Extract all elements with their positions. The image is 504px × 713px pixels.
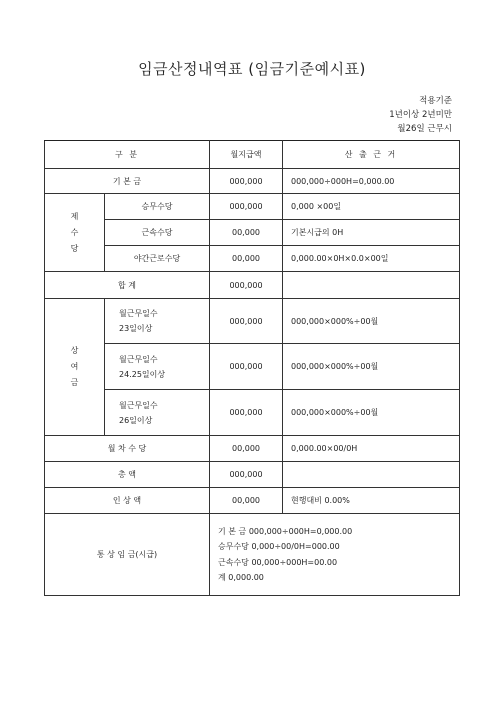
wage-calculation-table: [44, 140, 460, 596]
criteria-heading: 적용기준: [419, 96, 452, 106]
seniority-allowance-basis: 기본시급의 0H: [283, 220, 460, 246]
ordinary-wage-line-driving: 승무수당 0,000÷00/0H=000.00: [218, 542, 340, 551]
table-row: [45, 390, 460, 436]
bonus-26-days-amount: 000,000: [210, 390, 283, 436]
driving-allowance-basis: 0,000 ×00일: [283, 194, 460, 220]
table-row: [45, 488, 460, 514]
row-label-bonus-26-days: 월근무일수 26일이상: [105, 390, 210, 436]
header-monthly-amount: 월지급액: [210, 141, 283, 169]
table-row: [45, 462, 460, 488]
bonus-group-label: 상 여 금: [45, 299, 105, 436]
table-row: [45, 436, 460, 462]
monthly-leave-allowance-basis: 0,000.00×00/0H: [283, 436, 460, 462]
table-row: [45, 169, 460, 194]
raise-basis: 현행대비 0.00%: [283, 488, 460, 514]
row-label-grand-total: 총 액: [45, 462, 210, 488]
header-calculation-basis: 산 출 근 거: [283, 141, 460, 169]
row-label-bonus-24-25-days: 월근무일수 24.25일이상: [105, 344, 210, 390]
criteria-workdays: 월26일 근무시: [397, 124, 452, 134]
monthly-leave-allowance-amount: 00,000: [210, 436, 283, 462]
grand-total-basis: [283, 462, 460, 488]
row-label-subtotal: 합 계: [45, 272, 210, 299]
subtotal-basis: [283, 272, 460, 299]
table-header-row: [45, 141, 460, 169]
row-label-bonus-23-days: 월근무일수 23일이상: [105, 299, 210, 344]
ordinary-wage-breakdown: [210, 514, 460, 596]
row-label-base-pay: 기 본 금: [45, 169, 210, 194]
bonus-24-25-days-basis: 000,000×000%÷00월: [283, 344, 460, 390]
table-row: [45, 220, 460, 246]
night-work-allowance-basis: 0,000.00×0H×0.0×00일: [283, 246, 460, 272]
table-row: [45, 344, 460, 390]
row-label-raise-amount: 인 상 액: [45, 488, 210, 514]
night-work-allowance-amount: 00,000: [210, 246, 283, 272]
ordinary-wage-line-seniority: 근속수당 00,000÷000H=00.00: [218, 557, 338, 567]
subtotal-amount: 000,000: [210, 272, 283, 299]
driving-allowance-amount: 000,000: [210, 194, 283, 220]
raise-amount: 00,000: [210, 488, 283, 514]
bonus-23-days-amount: 000,000: [210, 299, 283, 344]
allowances-group-label: 제 수 당: [45, 194, 105, 272]
bonus-24-25-days-amount: 000,000: [210, 344, 283, 390]
row-label-night-work-allowance: 야간근로수당: [105, 246, 210, 272]
row-label-ordinary-wage: 통 상 임 금(시급): [45, 514, 210, 596]
seniority-allowance-amount: 00,000: [210, 220, 283, 246]
header-category: 구 분: [45, 141, 210, 169]
page-title: 임금산정내역표 (임금기준예시표): [138, 60, 366, 78]
row-label-monthly-leave-allowance: 월 차 수 당: [45, 436, 210, 462]
grand-total-amount: 000,000: [210, 462, 283, 488]
base-pay-basis: 000,000÷000H=0,000.00: [283, 169, 460, 194]
row-label-driving-allowance: 승무수당: [105, 194, 210, 220]
table-row: [45, 246, 460, 272]
bonus-26-days-basis: 000,000×000%÷00월: [283, 390, 460, 436]
base-pay-amount: 000,000: [210, 169, 283, 194]
table-row: [45, 299, 460, 344]
criteria-tenure: 1년이상 2년미만: [389, 110, 452, 120]
table-row: [45, 194, 460, 220]
table-row: [45, 514, 460, 596]
ordinary-wage-line-base: 기 본 금 000,000÷000H=0,000.00: [218, 526, 353, 536]
bonus-23-days-basis: 000,000×000%÷00월: [283, 299, 460, 344]
applied-criteria: [389, 94, 452, 136]
table-row: [45, 272, 460, 299]
row-label-seniority-allowance: 근속수당: [105, 220, 210, 246]
ordinary-wage-line-total: 계 0,000.00: [218, 573, 264, 582]
